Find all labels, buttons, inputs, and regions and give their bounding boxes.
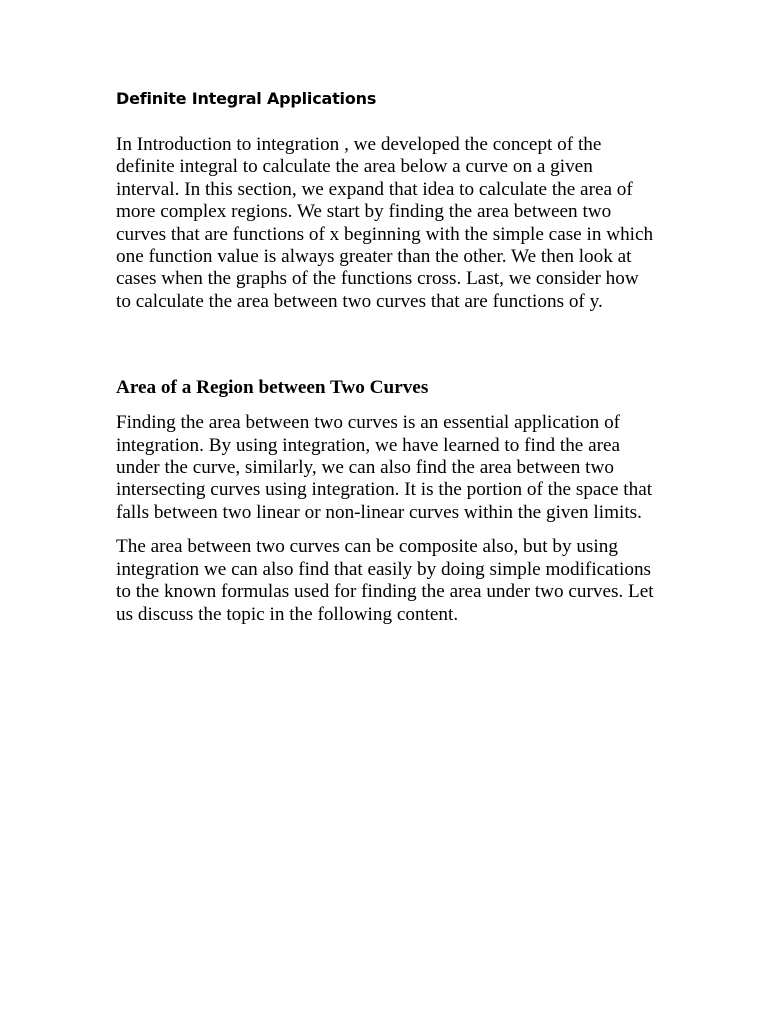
section-paragraph-1: Finding the area between two curves is an essential application of integration. By using integration, we have learned to find the area under the curve, similarly, we can also find the area between two intersecting curves using integration. It is the portion of the space that falls between two linear or non-linear curves within the given limits.: [116, 412, 653, 523]
section-spacer: [116, 325, 656, 377]
intro-paragraph: In Introduction to integration , we developed the concept of the definite integral to calculate the area below a curve on a given interval. In this section, we expand that idea to calculate the area of more complex regions. We start by finding the area between two curves that are functions of x beginning with the simple case in which one function value is always greater than the other. We then look at cases when the graphs of the functions cross. Last, we consider how to calculate the area between two curves that are functions of y.: [116, 134, 654, 312]
document-title: Definite Integral Applications: [116, 89, 377, 108]
section-heading: Area of a Region between Two Curves: [116, 377, 429, 399]
section-paragraph-2: The area between two curves can be composite also, but by using integration we can also find that easily by doing simple modifications to the known formulas used for finding the area under two curves. Let us discuss the topic in the following content.: [116, 536, 654, 625]
document-page: [116, 88, 656, 638]
